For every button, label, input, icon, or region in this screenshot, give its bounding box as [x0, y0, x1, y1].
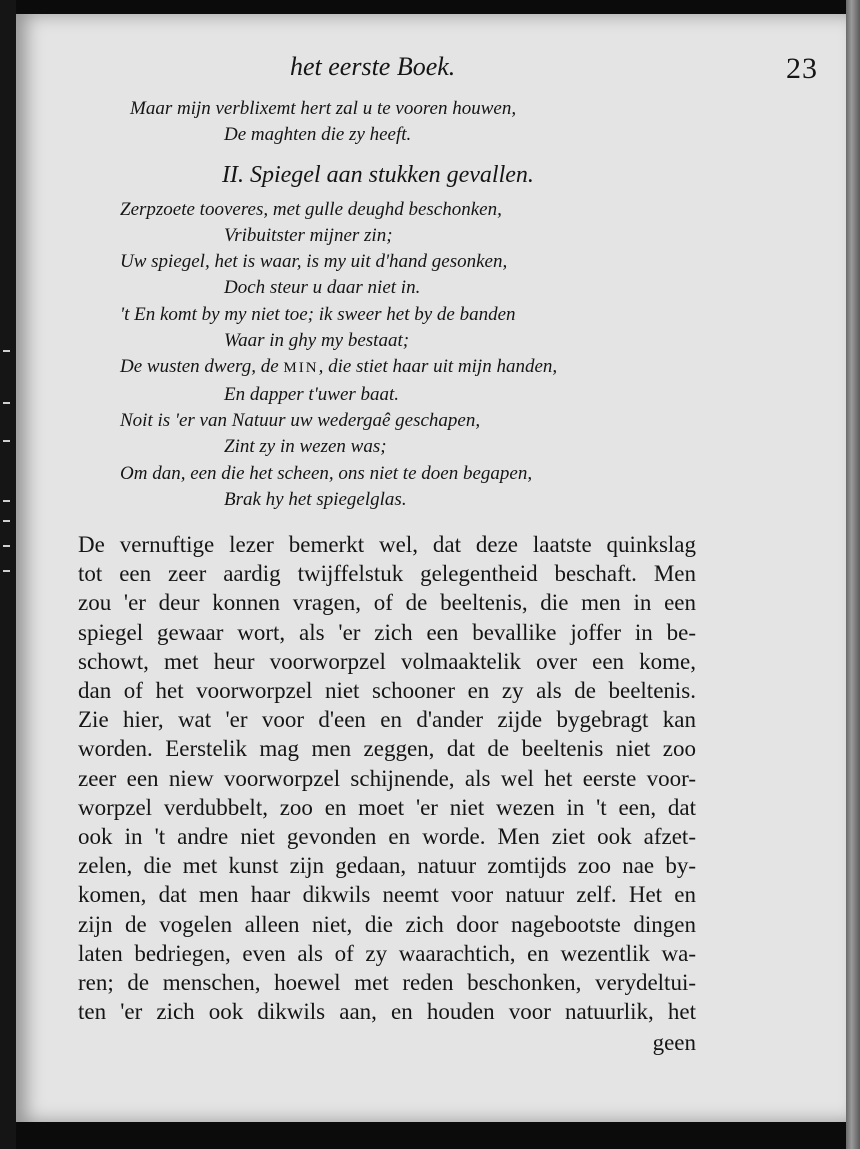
book-gutter: [0, 0, 16, 1149]
poem-line-part: De wusten dwerg, de: [120, 356, 284, 378]
prose-line: ren; de menschen, hoewel met reden beschonken, verydeltui-: [78, 970, 696, 996]
prose-line: komen, dat men haar dikwils neemt voor natuur zelf. Het en: [78, 882, 696, 908]
poem-line: Doch steur u daar niet in.: [224, 277, 421, 299]
prose-line: zelen, die met kunst zijn gedaan, natuur zomtijds zoo nae by-: [78, 853, 696, 879]
small-caps-word: MIN: [283, 360, 319, 377]
poem-line: Brak hy het spiegelglas.: [224, 488, 407, 510]
poem-line: Zint zy in wezen was;: [224, 436, 387, 458]
prose-line: De vernuftige lezer bemerkt wel, dat deze laatste quinkslag: [78, 532, 696, 557]
prose-line: zijn de vogelen alleen niet, die zich door nagebootste dingen: [78, 911, 696, 937]
poem-line: Uw spiegel, het is waar, is my uit d'hand gesonken,: [120, 251, 508, 273]
poem-line-part: , die stiet haar uit mijn handen,: [318, 356, 558, 378]
prose-line: Zie hier, wat 'er voor d'een en d'ander zijde bygebragt kan: [78, 707, 696, 733]
prose-line: zeer een niew voorworpzel schijnende, als wel het eerste voor-: [78, 765, 696, 791]
prose-line: zou 'er deur konnen vragen, of de beeltenis, die men in een: [78, 590, 696, 616]
prose-line: schowt, met heur voorworpzel volmaaktelik over een kome,: [78, 648, 696, 674]
poem-line: Noit is 'er van Natuur uw wedergaê geschapen,: [120, 409, 481, 431]
catchword: geen: [652, 1030, 696, 1056]
poem-line: Vribuitster mijner zin;: [224, 224, 393, 246]
page-number: 23: [786, 52, 818, 85]
running-title: het eerste Boek.: [290, 52, 456, 81]
prose-line: tot een zeer aardig twijffelstuk gelegentheid beschaft. Men: [78, 561, 696, 587]
poem-line: 't En komt by my niet toe; ik sweer het by de banden: [120, 303, 516, 325]
poem-line: Waar in ghy my bestaat;: [224, 330, 410, 352]
poem: [120, 96, 680, 513]
poem-title: II. Spiegel aan stukken gevallen.: [222, 161, 534, 188]
prose-line: dan of het voorworpzel niet schooner en zy als de beeltenis.: [78, 678, 696, 704]
page-edge: [846, 0, 860, 1149]
prose-line: laten bedriegen, even als of zy waarachtich, en wezentlik wa-: [78, 940, 696, 966]
poem-line: Maar mijn verblixemt hert zal u te vooren houwen,: [130, 98, 517, 119]
poem-line: Om dan, een die het scheen, ons niet te doen begapen,: [120, 462, 533, 484]
poem-line: Zerpzoete tooveres, met gulle deughd beschonken,: [120, 198, 502, 220]
prose-paragraph: [78, 530, 696, 1058]
prose-line: ook in 't andre niet gevonden en worde. Men ziet ook afzet-: [78, 824, 696, 850]
prose-line: worden. Eerstelik mag men zeggen, dat de beeltenis niet zoo: [78, 736, 696, 762]
prose-line: spiegel gewaar wort, als 'er zich een bevallike joffer in be-: [78, 619, 696, 645]
poem-line: En dapper t'uwer baat.: [224, 383, 400, 405]
prose-line: ten 'er zich ook dikwils aan, en houden voor natuurlik, het: [78, 999, 696, 1025]
poem-line: De maghten die zy heeft.: [224, 124, 412, 146]
prose-line: worpzel verdubbelt, zoo en moet 'er niet wezen in 't een, dat: [78, 794, 696, 820]
poem-line: [120, 354, 680, 381]
